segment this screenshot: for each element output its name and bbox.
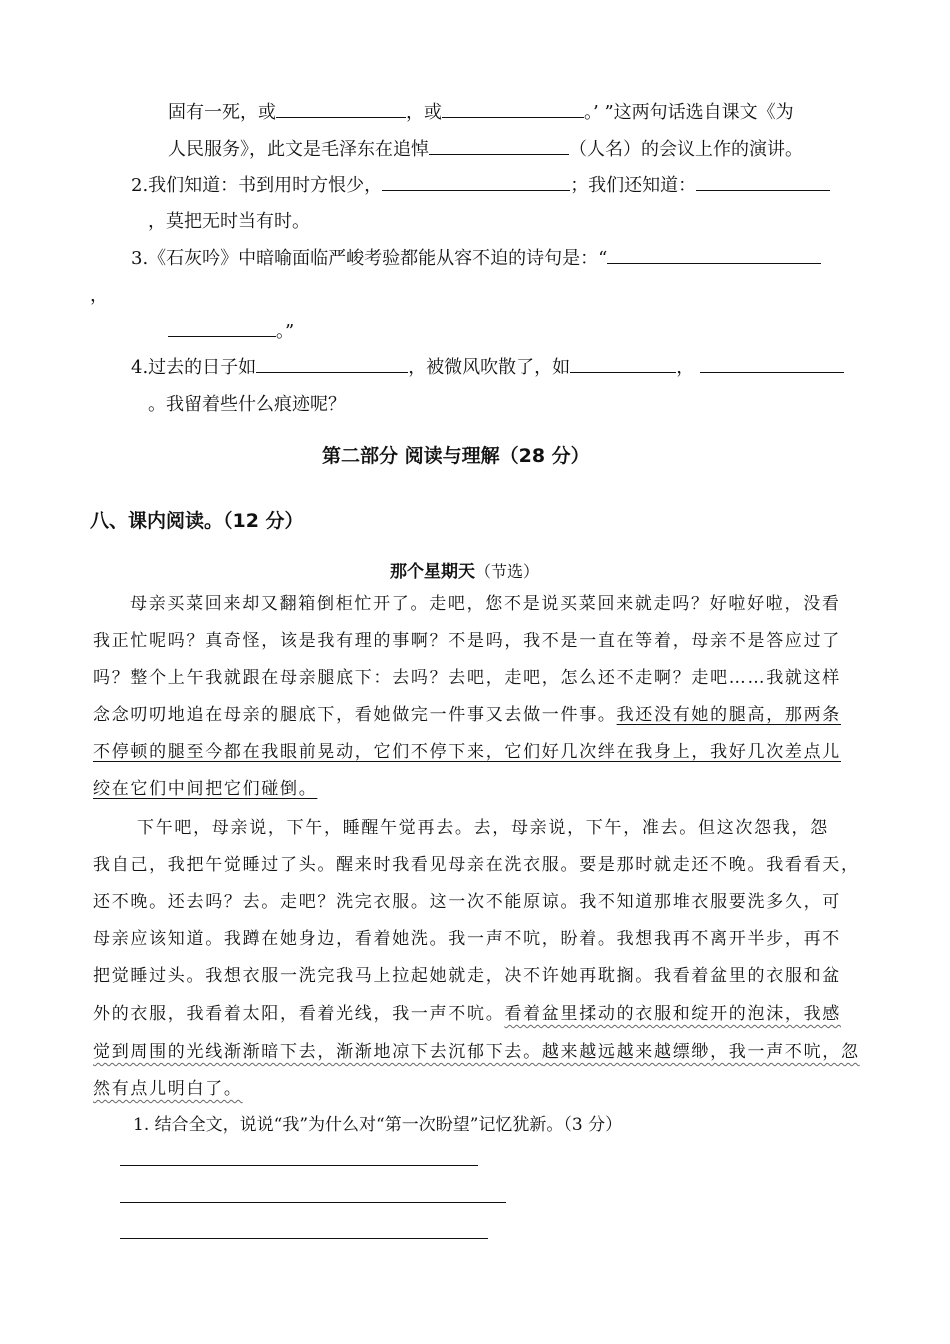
- answer-blank[interactable]: [276, 101, 406, 118]
- answer-blank[interactable]: [700, 356, 844, 373]
- answer-line[interactable]: [120, 1202, 506, 1203]
- p1-line: 我正忙呢吗？真奇怪，该是我有理的事啊？不是吗，我不是一直在等着，母亲不是答应过了: [93, 631, 841, 651]
- wavy-underlined-sentence: 觉到周围的光线渐渐暗下去，渐渐地凉下去沉郁下去。: [93, 1042, 542, 1062]
- fill-line-2: [168, 138, 803, 162]
- p1-text: 念念叨叨地追在母亲的腿底下，看她做完一件事又去做一件事。: [93, 705, 617, 725]
- answer-blank[interactable]: [570, 356, 676, 373]
- p1-line: 母亲买菜回来却又翻箱倒柜忙开了。走吧，您不是说买菜回来就走吗？好啦好啦，没看: [130, 594, 841, 614]
- wavy-underlined-sentence: 然有点儿明白了。: [93, 1079, 243, 1099]
- wavy-underlined-sentence: 看着盆里揉动的衣服和绽开的泡沫，我感: [504, 1004, 842, 1024]
- fill-text: ；我们还知道：: [570, 175, 697, 196]
- answer-blank[interactable]: [168, 320, 276, 337]
- p2-text: 外的衣服，我看着太阳，看着光线，我一声不吭。: [93, 1004, 505, 1024]
- fill-text: ，: [90, 285, 108, 306]
- p2-line: [93, 1077, 863, 1101]
- passage-subtitle: （节选）: [475, 562, 540, 581]
- wavy-underlined-sentence: 越来越远越来越缥缈，我一声不吭，忽: [541, 1042, 860, 1062]
- fill-text: 3.《石灰吟》中暗喻面临严峻考验都能从容不迫的诗句是：“: [131, 248, 608, 269]
- fill-text: 。’ ”这两句话选自课文《为: [584, 102, 794, 123]
- underlined-sentence: 绞在它们中间把它们碰倒。: [93, 779, 318, 799]
- p2-line: 还不晚。还去吗？去。走吧？洗完衣服。这一次不能原谅。我不知道那堆衣服要洗多久，可: [93, 892, 841, 912]
- question-3-comma: [90, 284, 108, 308]
- answer-blank[interactable]: [256, 356, 408, 373]
- fill-text: 2.我们知道：书到用时方恨少，: [131, 175, 383, 196]
- passage-title: [390, 557, 539, 582]
- part-2-title: 第二部分 阅读与理解（28 分）: [322, 445, 590, 467]
- fill-text: 。”: [276, 321, 295, 342]
- p2-line: [93, 1002, 863, 1026]
- question-2: [131, 174, 830, 198]
- question-4-cont: [148, 393, 346, 417]
- p2-line: [93, 1040, 863, 1064]
- passage-title-text: 那个星期天: [390, 562, 475, 582]
- answer-blank[interactable]: [442, 101, 584, 118]
- underlined-sentence: 我还没有她的腿高，那两条: [616, 705, 842, 725]
- p2-line: 把觉睡过头。我想衣服一洗完我马上拉起她就走，决不许她再耽搁。我看着盆里的衣服和盆: [93, 966, 841, 986]
- section-8-title: 八、课内阅读。（12 分）: [90, 510, 304, 532]
- fill-text: （人名）的会议上作的演讲。: [569, 139, 803, 160]
- p1-line: [93, 703, 863, 727]
- answer-line[interactable]: [120, 1238, 488, 1239]
- question-3: [131, 247, 821, 271]
- fill-text: ，被微风吹散了，如: [408, 357, 571, 378]
- fill-text: ，莫把无时当有时。: [148, 211, 310, 232]
- question-2-cont: [148, 210, 310, 234]
- fill-text: ，: [676, 357, 695, 378]
- underlined-sentence: 不停顿的腿至今都在我眼前晃动，它们不停下来，它们好几次绊在我身上，我好几次差点儿: [93, 742, 841, 762]
- p2-line: 下午吧，母亲说，下午，睡醒午觉再去。去，母亲说，下午，准去。但这次怨我，怨: [137, 818, 829, 838]
- fill-line-1: [168, 101, 794, 125]
- fill-text: ，或: [406, 102, 442, 123]
- p2-line: 母亲应该知道。我蹲在她身边，看着她洗。我一声不吭，盼着。我想我再不离开半步，再不: [93, 929, 841, 949]
- question-3-end: [168, 320, 294, 344]
- p1-line: 吗？整个上午我就跟在母亲腿底下：去吗？去吧，走吧，怎么还不走啊？走吧……我就这样: [93, 668, 841, 688]
- question-1: 1. 结合全文，说说“我”为什么对“第一次盼望”记忆犹新。（3 分）: [133, 1115, 623, 1135]
- answer-blank[interactable]: [429, 138, 569, 155]
- answer-blank[interactable]: [382, 174, 570, 191]
- answer-blank[interactable]: [696, 174, 830, 191]
- fill-text: 。我留着些什么痕迹呢？: [148, 394, 346, 415]
- p2-line: 我自己，我把午觉睡过了头。醒来时我看见母亲在洗衣服。要是那时就走还不晚。我看看天，: [93, 855, 860, 875]
- fill-text: 固有一死，或: [168, 102, 276, 123]
- fill-text: 4.过去的日子如: [131, 357, 257, 378]
- answer-blank[interactable]: [607, 247, 821, 264]
- answer-line[interactable]: [120, 1165, 478, 1166]
- question-4: [131, 356, 844, 380]
- fill-text: 人民服务》，此文是毛泽东在追悼: [168, 139, 429, 160]
